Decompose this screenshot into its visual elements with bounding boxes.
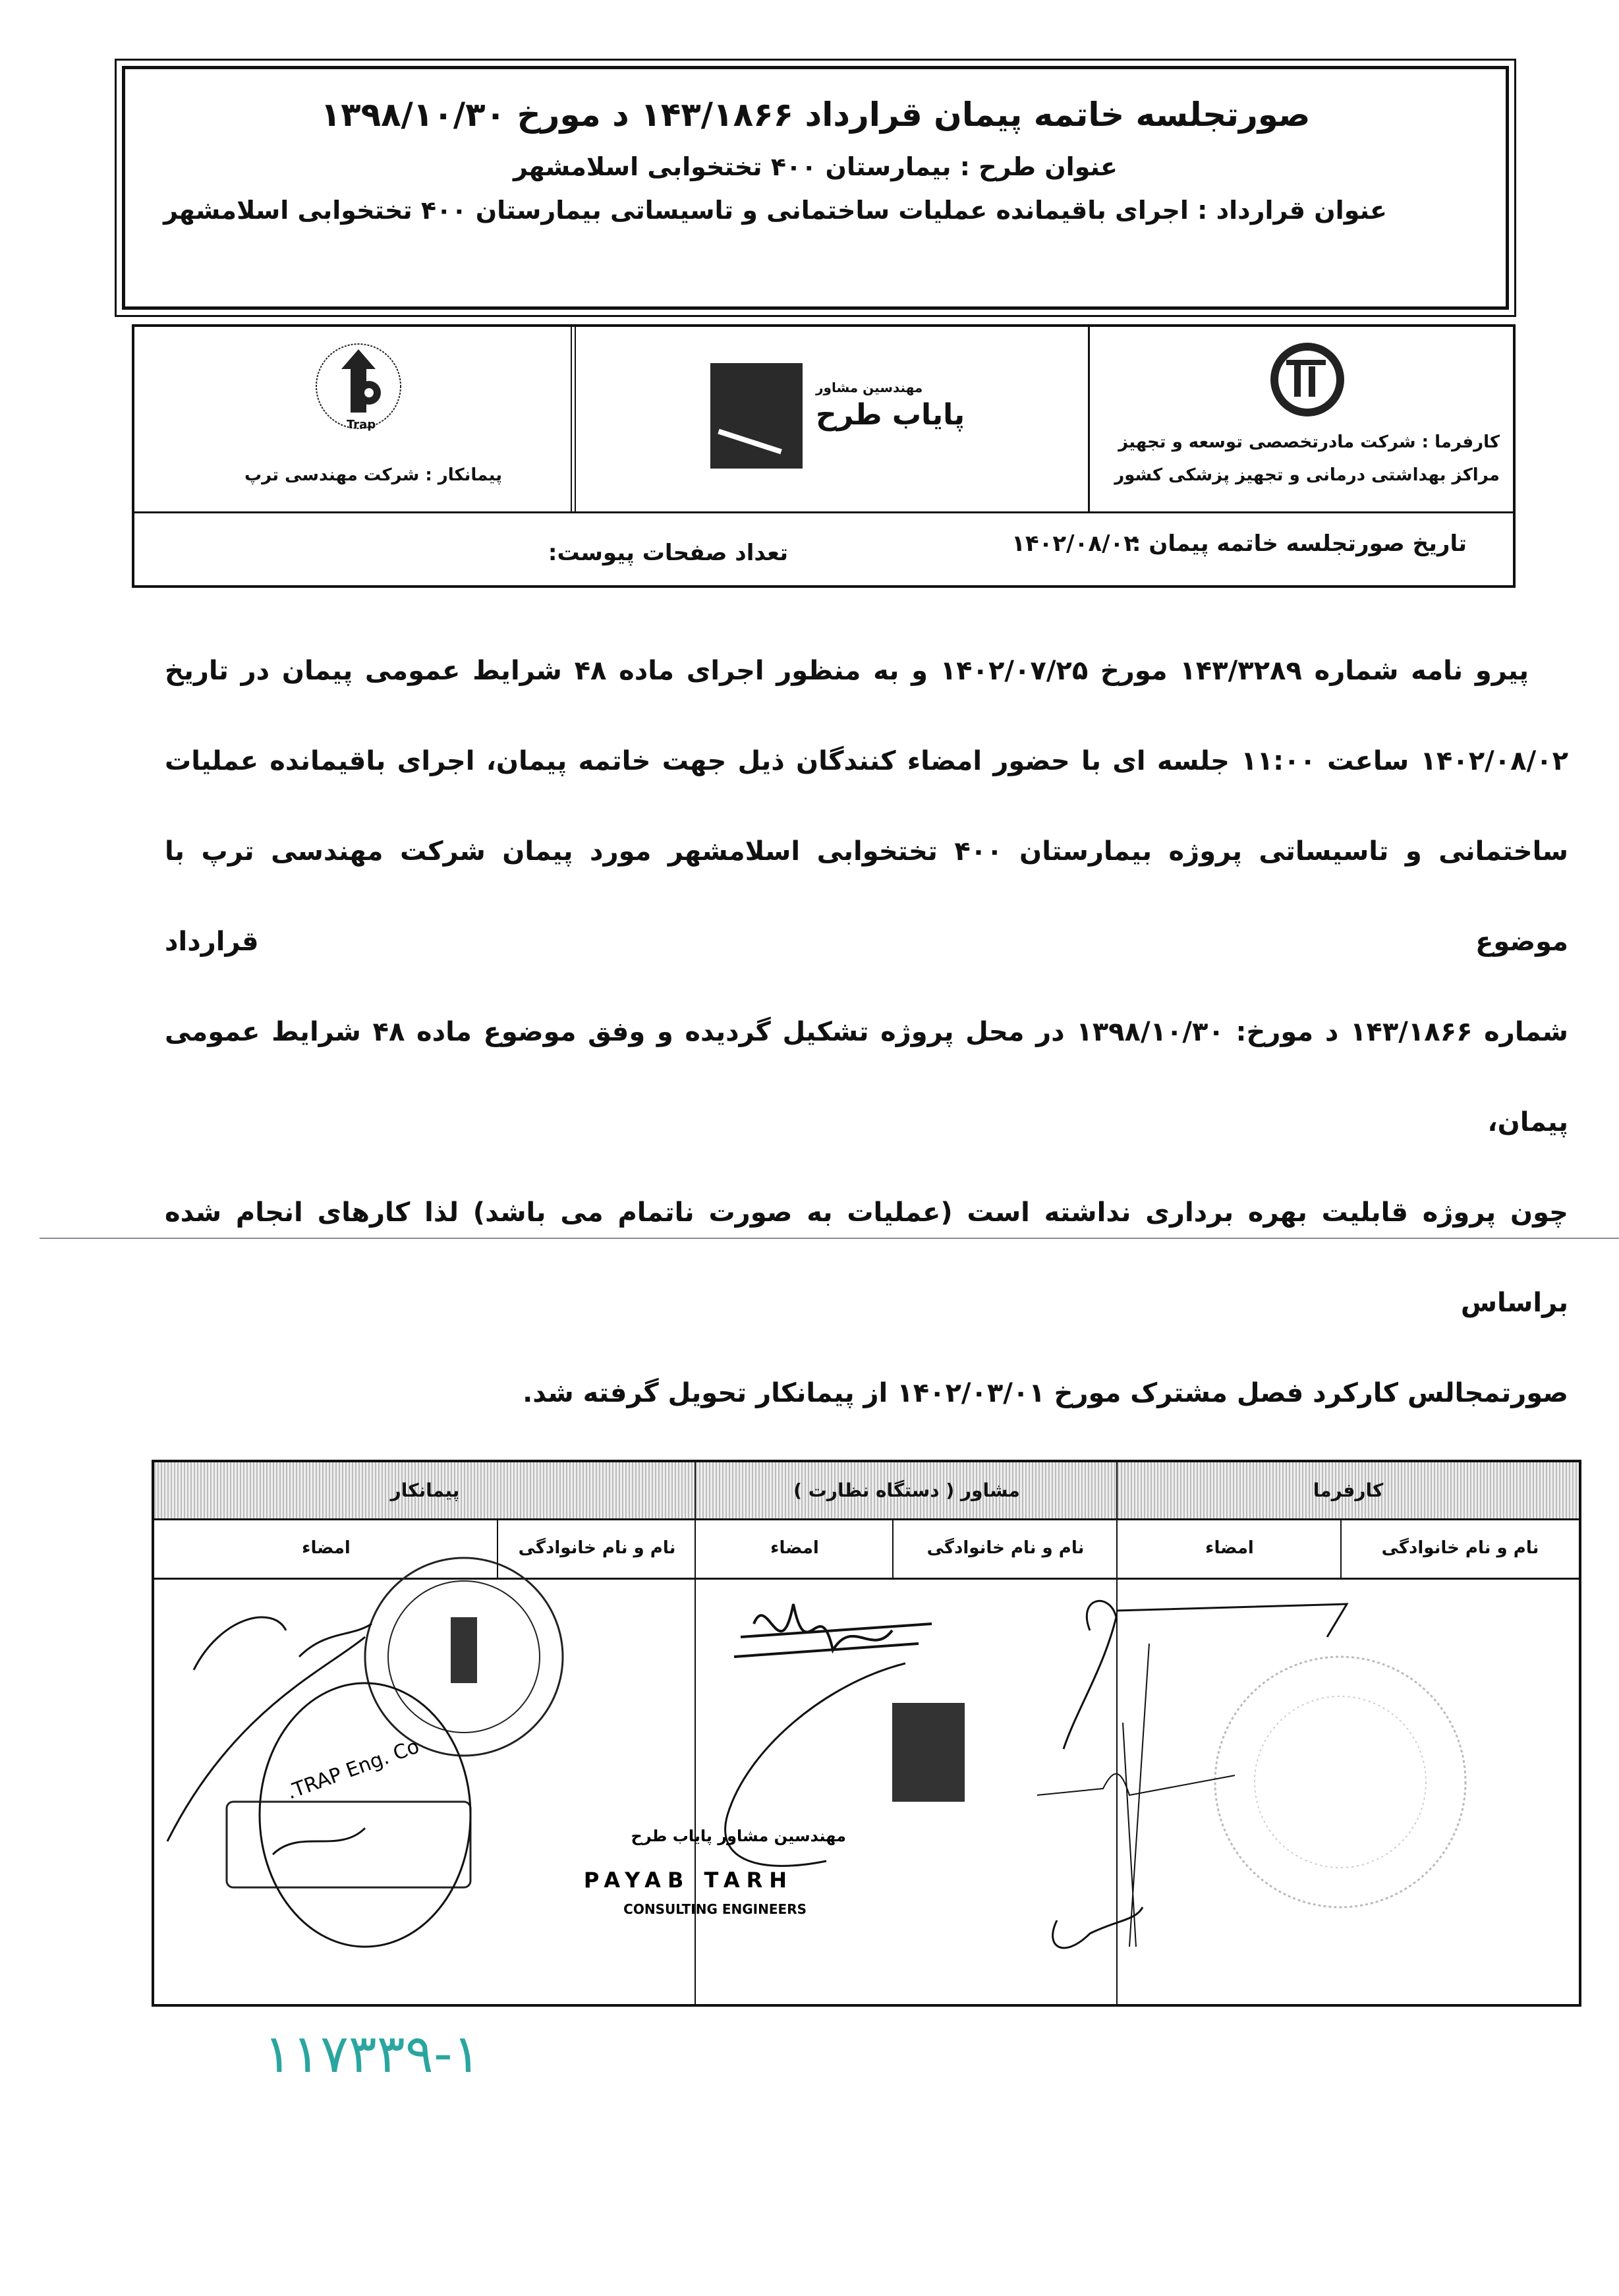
consultant-sign-label: امضاء: [696, 1518, 894, 1580]
body-line: شماره ۱۴۳/۱۸۶۶ د مورخ: ۱۳۹۸/۱۰/۳۰ در محل پروژه تشکیل گردیده و وفق موضوع ماده ۴۸ شرایط عمومی پیمان،: [165, 1017, 1568, 1137]
document-header: [122, 66, 1509, 310]
contractor-sign-label: امضاء: [154, 1518, 498, 1580]
contractor-logo-text: Trap: [347, 418, 376, 432]
parties-table: [132, 324, 1516, 588]
handwritten-reference-number: ۱۱۷۳۳۹-۱: [264, 2023, 481, 2084]
employer-header: کارفرما: [1118, 1462, 1579, 1520]
consultant-header: مشاور ( دستگاه نظارت ): [696, 1462, 1118, 1520]
date-label: تاریخ صورتجلسه خاتمه پیمان :: [1131, 531, 1467, 557]
body-line: پیرو نامه شماره ۱۴۳/۳۲۸۹ مورخ ۱۴۰۲/۰۷/۲۵ و به منظور اجرای ماده ۴۸ شرایط عمومی پیمان در تاریخ: [165, 656, 1529, 686]
employer-name-label: نام و نام خانوادگی: [1342, 1518, 1579, 1580]
payab-stamp-en: PAYAB TARH: [583, 1868, 793, 1893]
project-title: عنوان طرح : بیمارستان ۴۰۰ تختخوابی اسلامشهر: [513, 152, 1118, 181]
date-value: ۱۴۰۲/۰۸/۰۲: [1011, 531, 1137, 557]
payab-stamp-en2: CONSULTING ENGINEERS: [623, 1901, 807, 1917]
signature-table: [152, 1460, 1581, 2007]
body-line: چون پروژه قابلیت بهره برداری نداشته است (عملیات به صورت ناتمام می باشد) لذا کارهای انجام شده براساس: [165, 1197, 1568, 1318]
consultant-logo-icon: [710, 363, 803, 469]
attachment-pages-label: تعداد صفحات پیوست:: [548, 540, 788, 566]
employer-logo-icon: [1268, 340, 1347, 419]
consultant-name-label: نام و نام خانوادگی: [894, 1518, 1118, 1580]
contractor-header: پیمانکار: [154, 1462, 696, 1520]
body-line: ۱۴۰۲/۰۸/۰۲ ساعت ۱۱:۰۰ جلسه ای با حضور امضاء کنندگان ذیل جهت خاتمه پیمان، اجرای باقیمانده عملیات: [165, 746, 1568, 776]
document-title: صورتجلسه خاتمه پیمان قرارداد ۱۴۳/۱۸۶۶ د مورخ ۱۳۹۸/۱۰/۳۰: [320, 96, 1311, 134]
payab-stamp-fa: مهندسین مشاور پایاب طرح: [631, 1827, 846, 1845]
trap-stamp-text: TRAP Eng. Co.: [283, 1735, 422, 1804]
contractor-name-label: نام و نام خانوادگی: [498, 1518, 696, 1580]
consultant-small-label: مهندسین مشاور: [816, 380, 923, 395]
consultant-name: پایاب طرح: [816, 398, 965, 432]
date-row: [134, 511, 1513, 590]
employer-label: کارفرما : شرکت مادرتخصصی توسعه و تجهیز مراکز بهداشتی درمانی و تجهیز پزشکی کشور: [1114, 432, 1500, 485]
employer-sign-label: امضاء: [1118, 1518, 1342, 1580]
contractor-cell: [134, 327, 576, 511]
consultant-cell: [571, 327, 1088, 511]
minutes-body: [165, 626, 1568, 1439]
body-line: صورتمجالس کارکرد فصل مشترک مورخ ۱۴۰۲/۰۳/۰۱ از پیمانکار تحویل گرفته شد.: [523, 1378, 1568, 1408]
contractor-signature-stamp: [154, 1578, 695, 2006]
body-line: ساختمانی و تاسیساتی پروژه بیمارستان ۴۰۰ تختخوابی اسلامشهر مورد پیمان شرکت مهندسی ترپ با موضوع قرارداد: [165, 836, 1568, 957]
consultant-signature-stamp: [583, 1578, 1037, 2006]
contractor-label: پیمانکار : شرکت مهندسی ترپ: [244, 465, 502, 485]
contract-title: عنوان قرارداد : اجرای باقیمانده عملیات ساختمانی و تاسیساتی بیمارستان ۴۰۰ تختخوابی اسلامشهر: [163, 196, 1387, 225]
employer-cell: [1088, 327, 1513, 511]
scan-line: [40, 1238, 1619, 1239]
employer-signature-stamp: [1037, 1578, 1584, 2006]
